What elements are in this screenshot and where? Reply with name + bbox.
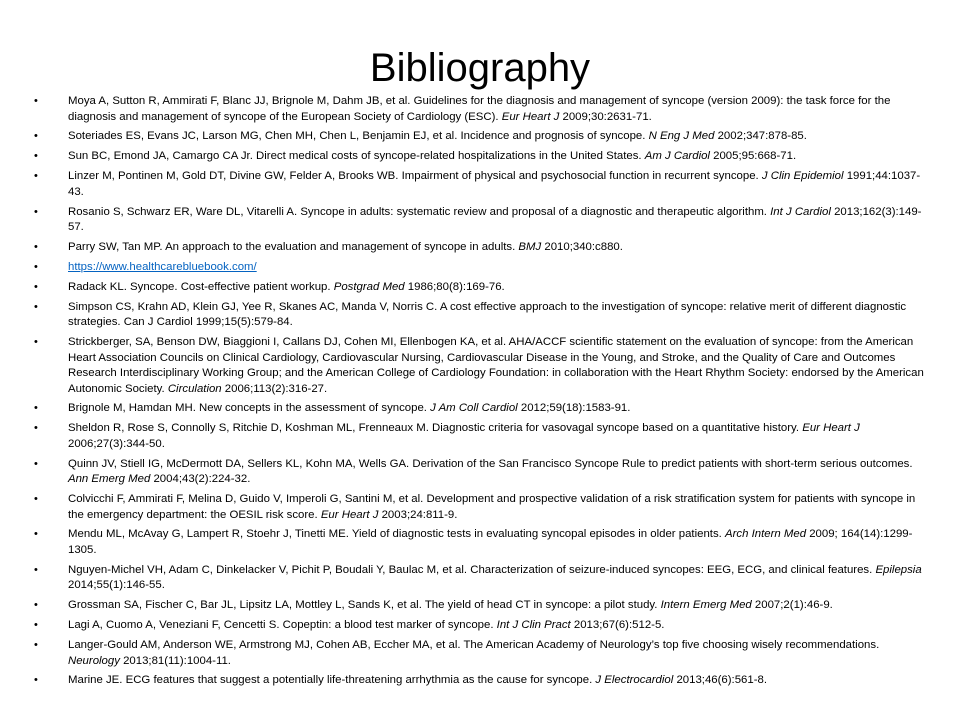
reference-item — [34, 300, 924, 331]
reference-journal: J Clin Epidemiol — [761, 170, 844, 183]
reference-item — [34, 94, 924, 125]
reference-citation: 2013;67(6):512-5. — [570, 619, 665, 632]
reference-journal: Int J Cardiol — [770, 205, 831, 218]
reference-journal: Epilepsia — [875, 563, 922, 576]
reference-journal: N Eng J Med — [648, 130, 715, 143]
reference-text — [68, 301, 906, 329]
reference-text — [68, 619, 664, 631]
reference-citation: 2012;59(18):1583-91. — [517, 402, 631, 415]
reference-authors-title: Strickberger, SA, Benson DW, Biaggioni I, Callans DJ, Cohen MI, Ellenbogen KA, et al. AHA/ACCF scientific statement on the evaluation of syncope: from the American Heart Association Councils on Clinical Cardiology, Cardiovascular Nursing, Cardiovascular Disease in the Young, and Stroke, and the Quality of Care and Outcomes Research Interdisciplinary Working Group; and the American College of Cardiology Foundation: in collaboration with the Heart Rhythm Society: endorsed by the American Autonomic Society. — [68, 336, 924, 395]
reference-authors-title: Lagi A, Cuomo A, Veneziani F, Cencetti S. Copeptin: a blood test marker of syncope. — [68, 619, 497, 632]
bullet-icon: • — [34, 599, 38, 612]
bullet-icon: • — [34, 457, 38, 470]
reference-citation: 2002;347:878-85. — [714, 130, 807, 143]
reference-authors-title: Moya A, Sutton R, Ammirati F, Blanc JJ, Brignole M, Dahm JB, et al. Guidelines for the diagnosis and management of syncope (version 2009): the task force for the diagnosis and management of syncope of the European Society of Cardiology (ESC). — [68, 95, 891, 123]
reference-journal: Circulation — [167, 382, 222, 395]
bullet-icon: • — [34, 402, 38, 415]
bullet-icon: • — [34, 205, 38, 218]
reference-item — [34, 618, 924, 634]
bullet-icon: • — [34, 639, 38, 652]
reference-authors-title: Langer-Gould AM, Anderson WE, Armstrong MJ, Cohen AB, Eccher MA, et al. The American Academy of Neurology’s top five choosing wisely recommendations. — [68, 639, 880, 652]
reference-text — [68, 261, 257, 273]
bullet-icon: • — [34, 150, 38, 163]
reference-text — [68, 639, 879, 667]
reference-journal: Int J Clin Pract — [496, 619, 571, 632]
reference-citation: 2010;340:c880. — [541, 240, 623, 253]
reference-authors-title: Mendu ML, McAvay G, Lampert R, Stoehr J, Tinetti ME. Yield of diagnostic tests in evaluating syncopal episodes in older patients. — [68, 528, 725, 541]
reference-text — [68, 150, 796, 162]
reference-authors-title: Linzer M, Pontinen M, Gold DT, Divine GW, Felder A, Brooks WB. Impairment of physical and psychosocial function in recurrent syncope. — [68, 170, 762, 183]
reference-citation: 2006;113(2):316-27. — [221, 382, 328, 395]
reference-text — [68, 458, 913, 486]
bullet-icon: • — [34, 336, 38, 349]
reference-authors-title: Soteriades ES, Evans JC, Larson MG, Chen MH, Chen L, Benjamin EJ, et al. Incidence and prognosis of syncope. — [68, 130, 649, 143]
reference-item — [34, 129, 924, 145]
reference-item — [34, 638, 924, 669]
reference-item — [34, 280, 924, 296]
bullet-icon: • — [34, 240, 38, 253]
reference-item — [34, 421, 924, 452]
reference-authors-title: Brignole M, Hamdan MH. New concepts in the assessment of syncope. — [68, 402, 431, 415]
reference-citation: 2013;46(6):561-8. — [673, 674, 768, 687]
reference-citation: 2003;24:811-9. — [378, 508, 458, 521]
reference-authors-title: Radack KL. Syncope. Cost-effective patient workup. — [68, 280, 334, 293]
reference-journal: Eur Heart J — [501, 110, 560, 123]
reference-list — [34, 94, 924, 693]
reference-journal: Ann Emerg Med — [68, 473, 151, 486]
bullet-icon: • — [34, 674, 38, 687]
reference-text — [68, 493, 915, 521]
reference-text — [68, 95, 890, 123]
page-title: Bibliography — [369, 46, 591, 90]
reference-authors-title: Sun BC, Emond JA, Camargo CA Jr. Direct medical costs of syncope-related hospitalizations in the United States. — [68, 150, 645, 163]
bullet-icon: • — [34, 170, 38, 183]
reference-citation: 2004;43(2):224-32. — [150, 473, 251, 486]
reference-authors-title: Colvicchi F, Ammirati F, Melina D, Guido V, Imperoli G, Santini M, et al. Development and prospective validation of a risk stratification system for patients with syncope in the emergency department: the OESIL risk score. — [68, 493, 916, 521]
reference-citation: 2013;162(3):149-57. — [68, 205, 922, 234]
reference-text — [68, 402, 630, 414]
reference-journal: Eur Heart J — [320, 508, 379, 521]
reference-authors-title: Marine JE. ECG features that suggest a potentially life-threatening arrhythmia as the cause for syncope. — [68, 674, 596, 687]
reference-authors-title: Rosanio S, Schwarz ER, Ware DL, Vitarelli A. Syncope in adults: systematic review and proposal of a diagnostic and therapeutic algorithm. — [68, 205, 771, 218]
bullet-icon: • — [34, 130, 38, 143]
reference-text — [68, 674, 767, 686]
bullet-icon: • — [34, 563, 38, 576]
reference-citation: 2009; 164(14):1299-1305. — [68, 528, 913, 556]
bullet-icon: • — [34, 95, 38, 107]
reference-item — [34, 260, 924, 276]
reference-text — [68, 599, 833, 611]
bullet-icon: • — [34, 528, 38, 541]
reference-authors-title: Simpson CS, Krahn AD, Klein GJ, Yee R, Skanes AC, Manda V, Norris C. A cost effective approach to the investigation of syncope: relative merit of different diagnostic strategies. Can J Cardiol 1999;15(5):579-84. — [68, 300, 907, 329]
reference-item — [34, 205, 924, 236]
reference-authors-title: Nguyen-Michel VH, Adam C, Dinkelacker V, Pichit P, Boudali Y, Baulac M, et al. Characterization of seizure-induced syncopes: EEG, ECG, and clinical features. — [68, 563, 876, 576]
reference-item — [34, 149, 924, 165]
reference-item — [34, 335, 924, 397]
bullet-icon: • — [34, 422, 38, 435]
reference-text — [68, 170, 920, 198]
reference-journal: Postgrad Med — [333, 280, 405, 293]
reference-link[interactable]: https://www.healthcarebluebook.com/ — [68, 260, 257, 273]
reference-journal: Am J Cardiol — [644, 150, 710, 163]
reference-text — [68, 206, 921, 234]
reference-citation: 2009;30:2631-71. — [559, 110, 652, 123]
reference-item — [34, 401, 924, 417]
bullet-icon: • — [34, 260, 38, 273]
reference-text — [68, 528, 912, 556]
bullet-icon: • — [34, 300, 38, 313]
reference-text — [68, 422, 860, 450]
reference-text — [68, 281, 505, 293]
reference-citation: 2005;95:668-71. — [709, 150, 797, 163]
reference-item — [34, 240, 924, 256]
reference-journal: Neurology — [68, 654, 120, 667]
reference-citation: 1986;80(8):169-76. — [404, 280, 505, 293]
reference-citation: 2013;81(11):1004-11. — [119, 654, 231, 667]
reference-citation: 2014;55(1):146-55. — [68, 579, 165, 592]
reference-item — [34, 457, 924, 488]
reference-item — [34, 563, 924, 594]
reference-journal: Eur Heart J — [802, 422, 860, 435]
reference-authors-title: Sheldon R, Rose S, Connolly S, Ritchie D, Koshman ML, Frenneaux M. Diagnostic criteria for vasovagal syncope based on a quantitative history. — [68, 422, 803, 435]
reference-item — [34, 492, 924, 523]
reference-text — [68, 336, 924, 395]
reference-item — [34, 169, 924, 200]
reference-citation: 1991;44:1037-43. — [68, 170, 921, 198]
reference-authors-title: Parry SW, Tan MP. An approach to the evaluation and management of syncope in adults. — [68, 240, 519, 253]
reference-text — [68, 130, 807, 142]
reference-journal: BMJ — [518, 240, 542, 253]
reference-journal: Intern Emerg Med — [660, 599, 752, 612]
reference-item — [34, 598, 924, 614]
bullet-icon: • — [34, 280, 38, 293]
reference-journal: J Am Coll Cardiol — [430, 402, 518, 415]
reference-journal: J Electrocardiol — [595, 674, 674, 687]
bullet-icon: • — [34, 493, 38, 506]
reference-text — [68, 241, 623, 253]
reference-authors-title: Grossman SA, Fischer C, Bar JL, Lipsitz LA, Mottley L, Sands K, et al. The yield of head CT in syncope: a pilot study. — [68, 599, 661, 612]
reference-citation: 2007;2(1):46-9. — [751, 599, 833, 612]
reference-item — [34, 673, 924, 689]
reference-citation: 2006;27(3):344-50. — [68, 437, 165, 450]
reference-journal: Arch Intern Med — [725, 528, 807, 541]
reference-item — [34, 527, 924, 558]
reference-authors-title: Quinn JV, Stiell IG, McDermott DA, Sellers KL, Kohn MA, Wells GA. Derivation of the San Francisco Syncope Rule to predict patients with short-term serious outcomes. — [68, 457, 913, 470]
bullet-icon: • — [34, 619, 38, 632]
reference-text — [68, 564, 922, 592]
